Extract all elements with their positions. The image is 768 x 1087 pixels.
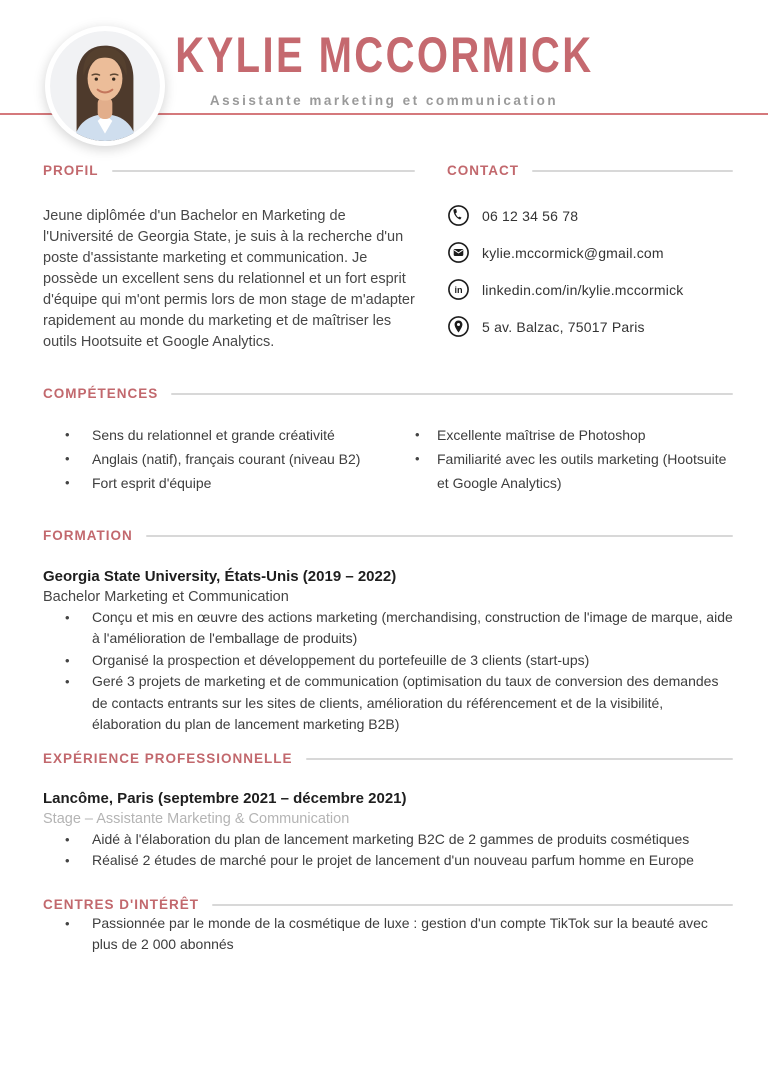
formation-entry xyxy=(43,567,733,607)
portrait-illustration xyxy=(50,31,160,141)
email-icon xyxy=(447,241,470,264)
bullet-icon: • xyxy=(65,427,70,443)
school-name: Georgia State University, États-Unis (2019 – 2022) xyxy=(43,567,397,585)
competences-header xyxy=(43,386,733,402)
bullet-icon: • xyxy=(65,674,70,690)
interests-section xyxy=(43,897,733,956)
contact-title: CONTACT xyxy=(447,163,519,178)
contact-row-linkedin xyxy=(447,278,733,301)
profil-divider xyxy=(112,170,416,172)
formation-bullet: • Geré 3 projets de marketing et de communication (optimisation du taux de conversion des demandes de contacts entrants sur les sites de clients, amélioration du référencement et de la visibilité, élaboration du plan de lancement marketing B2B) xyxy=(65,671,733,736)
skills-left-list xyxy=(43,423,415,495)
interests-divider xyxy=(212,904,733,906)
experience-entry xyxy=(43,789,733,829)
experience-header xyxy=(43,751,733,767)
formation-title: FORMATION xyxy=(43,528,133,544)
candidate-job-title: Assistante marketing et communication xyxy=(209,93,559,108)
location-icon xyxy=(447,315,470,338)
skills-right-column xyxy=(415,423,733,495)
address-value: 5 av. Balzac, 75017 Paris xyxy=(482,318,645,335)
phone-icon xyxy=(447,204,470,227)
profile-photo xyxy=(45,26,165,146)
competences-divider xyxy=(171,393,733,395)
bullet-icon: • xyxy=(65,831,70,847)
experience-bullet: • Aidé à l'élaboration du plan de lancement marketing B2C de 2 gammes de produits cosmétiques xyxy=(65,829,733,851)
job-role: Stage – Assistante Marketing & Communication xyxy=(43,810,350,827)
top-columns xyxy=(43,163,733,353)
experience-section xyxy=(43,751,733,872)
contact-row-address xyxy=(447,315,733,338)
experience-bullets xyxy=(43,829,733,872)
profil-title: PROFIL xyxy=(43,163,99,178)
skill-item: • Anglais (natif), français courant (niveau B2) xyxy=(65,447,415,471)
bullet-icon: • xyxy=(415,427,420,443)
svg-text:in: in xyxy=(454,285,463,296)
interests-title: CENTRES D'INTÉRÊT xyxy=(43,896,199,912)
bullet-icon: • xyxy=(415,451,420,467)
bullet-icon: • xyxy=(65,451,70,467)
bullet-icon: • xyxy=(65,652,70,668)
competences-section xyxy=(43,386,733,495)
content xyxy=(0,115,768,956)
skill-item: • Sens du relationnel et grande créativité xyxy=(65,423,415,447)
competences-title: COMPÉTENCES xyxy=(43,386,159,402)
linkedin-value: linkedin.com/in/kylie.mccormick xyxy=(482,281,684,298)
contact-section xyxy=(447,163,733,353)
formation-section xyxy=(43,528,733,735)
formation-bullet: • Conçu et mis en œuvre des actions marketing (merchandising, construction de l'image de marque, aide à l'amélioration de l'emballage de produits) xyxy=(65,607,733,650)
contact-row-phone xyxy=(447,204,733,227)
profil-section xyxy=(43,163,415,353)
linkedin-icon xyxy=(447,278,470,301)
experience-title: EXPÉRIENCE PROFESSIONNELLE xyxy=(43,750,293,766)
skill-item: • Fort esprit d'équipe xyxy=(65,471,415,495)
email-value: kylie.mccormick@gmail.com xyxy=(482,244,664,261)
bullet-icon: • xyxy=(65,609,70,625)
contact-list xyxy=(447,204,733,338)
employer-name: Lancôme, Paris (septembre 2021 – décembre 2021) xyxy=(43,789,407,807)
interests-bullets xyxy=(43,913,733,956)
skills-left-column xyxy=(43,423,415,495)
degree-name: Bachelor Marketing et Communication xyxy=(43,588,289,605)
contact-header xyxy=(447,163,733,179)
formation-divider xyxy=(146,535,733,537)
bullet-icon: • xyxy=(65,853,70,869)
experience-divider xyxy=(306,758,733,760)
phone-value: 06 12 34 56 78 xyxy=(482,207,579,224)
formation-bullet: • Organisé la prospection et développement du portefeuille de 3 clients (start-ups) xyxy=(65,650,733,672)
interests-header xyxy=(43,897,733,913)
skills-columns xyxy=(43,423,733,495)
skills-right-list xyxy=(415,423,733,495)
formation-header xyxy=(43,528,733,544)
bullet-icon: • xyxy=(65,915,70,931)
profil-header xyxy=(43,163,415,179)
skill-item: • Excellente maîtrise de Photoshop xyxy=(415,423,733,447)
contact-row-email xyxy=(447,241,733,264)
profil-paragraph: Jeune diplômée d'un Bachelor en Marketing de l'Université de Georgia State, je suis à la recherche d'un poste d'assistante marketing et communication. Je possède un excellent sens du relationnel et un fort esprit d'équipe qui m'ont permis lors de mon stage de m'adapter rapidement au monde du marketing et de maîtriser les outils Hootsuite et Google Analytics. xyxy=(43,208,415,351)
contact-divider xyxy=(532,170,733,172)
interest-bullet: • Passionnée par le monde de la cosmétique de luxe : gestion d'un compte TikTok sur la beauté avec plus de 2 000 abonnés xyxy=(65,913,733,956)
skill-item: • Familiarité avec les outils marketing (Hootsuite et Google Analytics) xyxy=(415,447,733,495)
header xyxy=(0,0,768,115)
experience-bullet: • Réalisé 2 études de marché pour le projet de lancement d'un nouveau parfum homme en Europe xyxy=(65,850,733,872)
bullet-icon: • xyxy=(65,475,70,491)
formation-bullets xyxy=(43,607,733,736)
candidate-name: KYLIE MCCORMICK xyxy=(174,27,594,83)
